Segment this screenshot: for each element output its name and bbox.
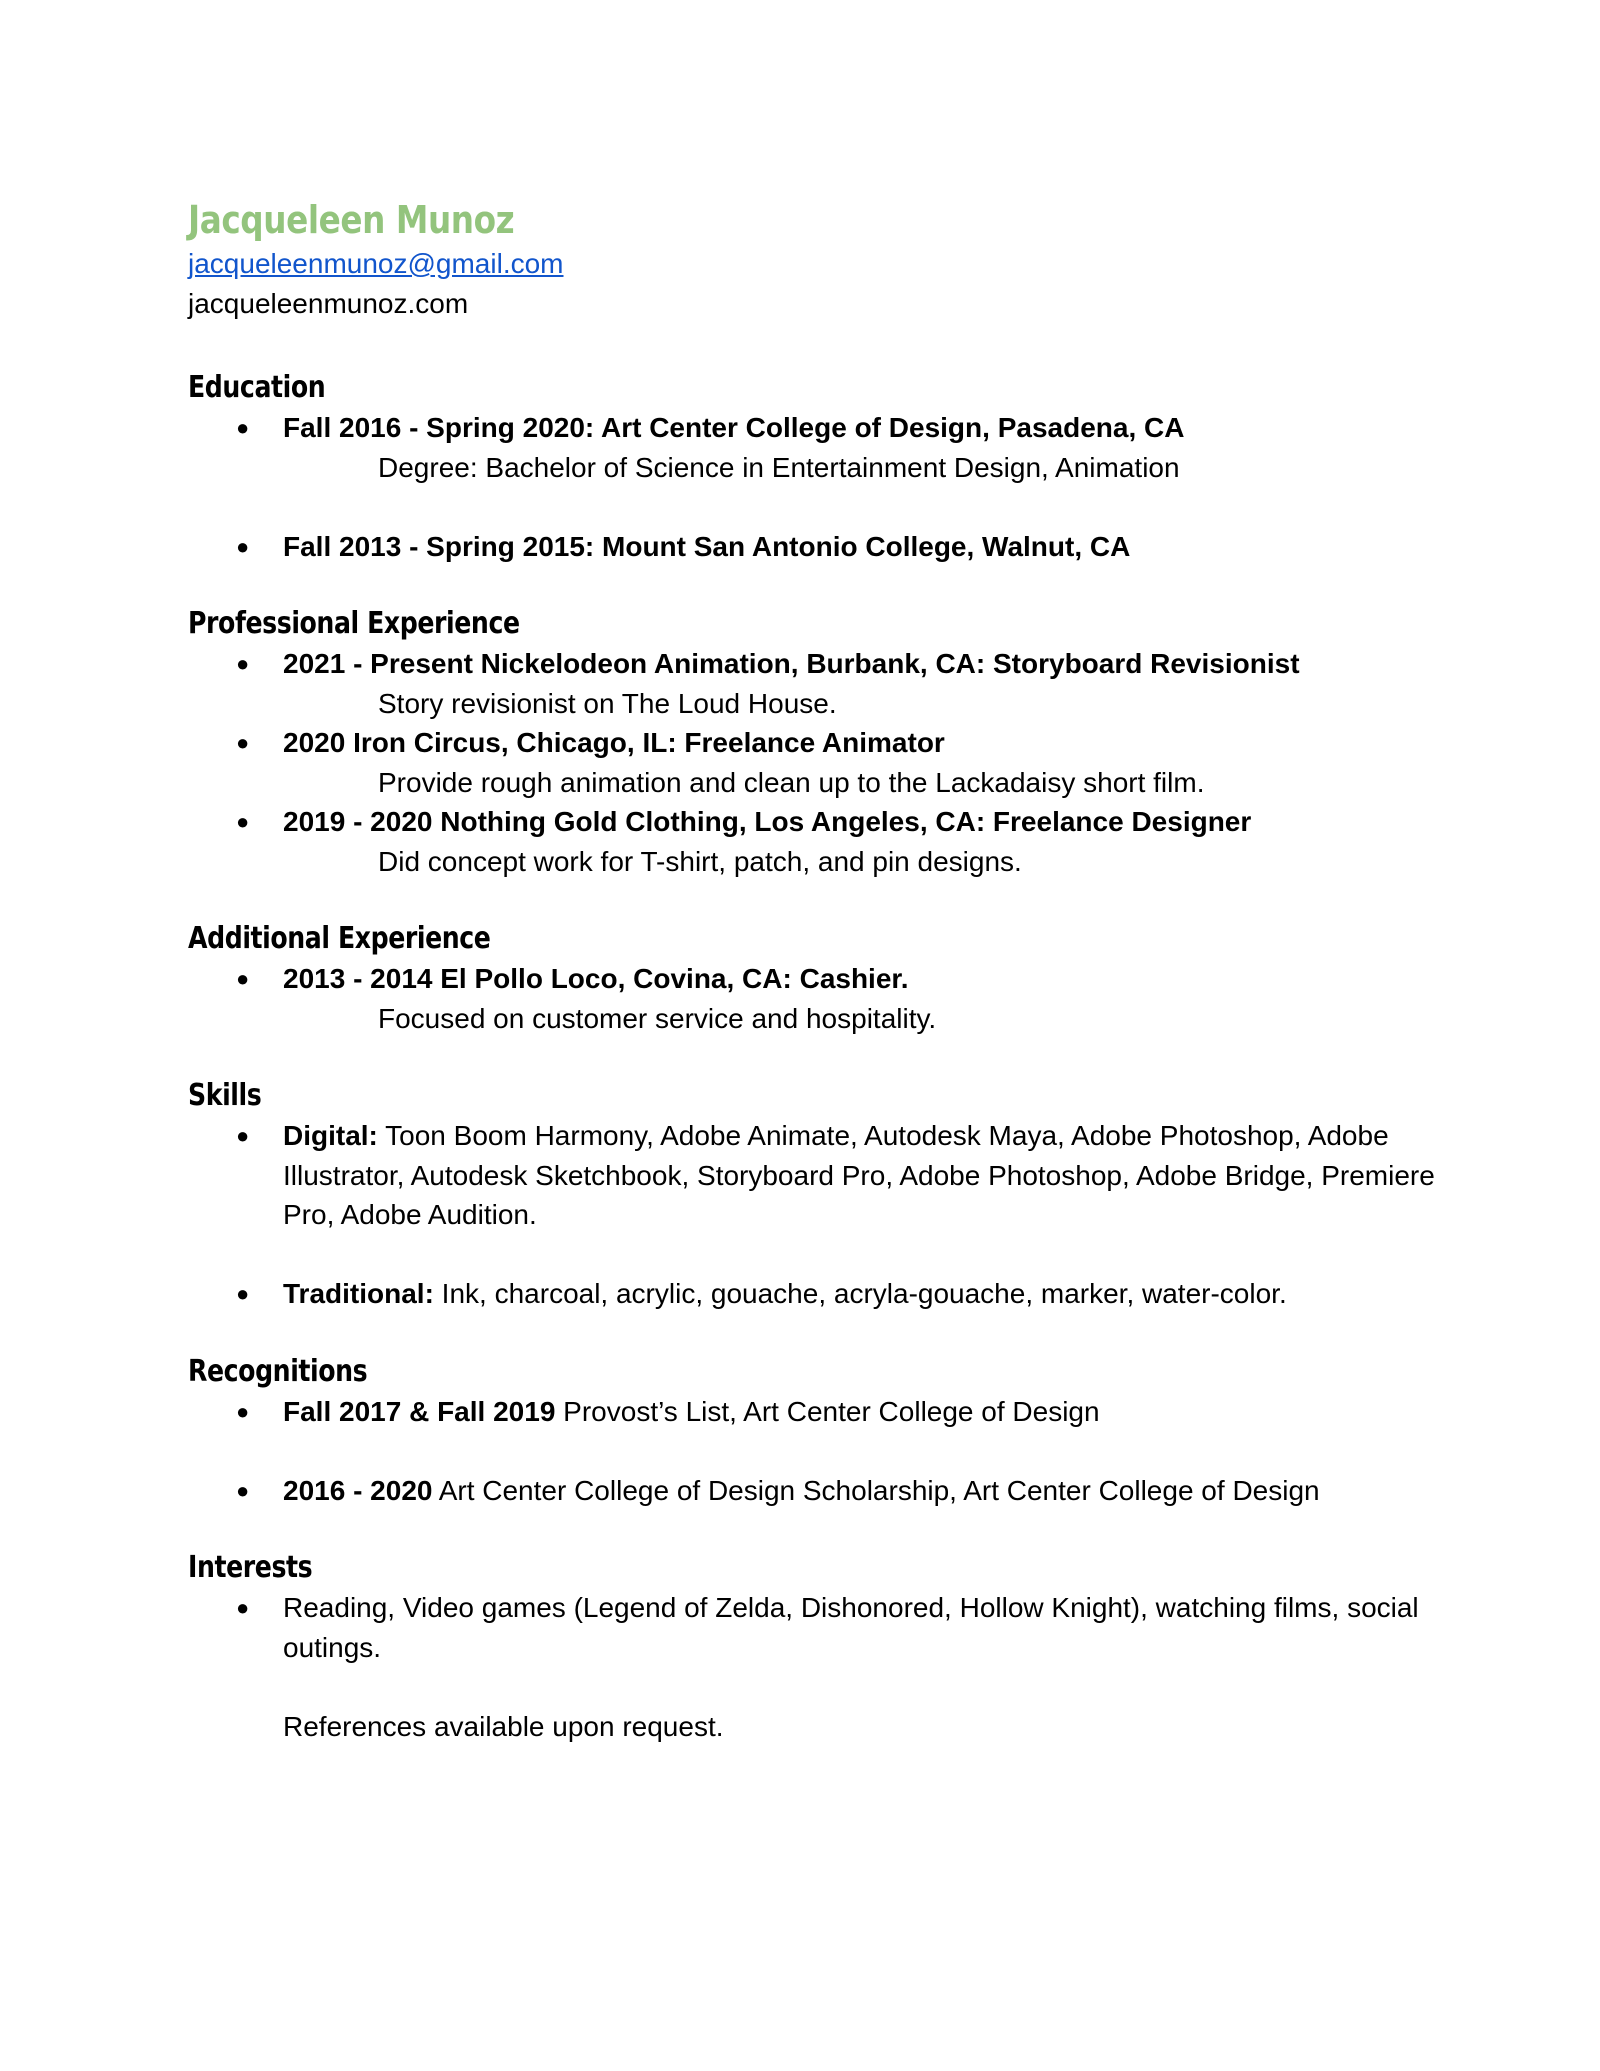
list-item [188,1588,1448,1667]
section-heading-interests: Interests [188,1550,313,1585]
contact-block [188,244,1448,324]
bullet-icon: ● [236,1477,250,1503]
item-title: 2020 Iron Circus, Chicago, IL: Freelance Animator [283,727,945,758]
item-detail: Story revisionist on The Loud House. [378,687,837,719]
list-item [188,1116,1448,1235]
interests-text: Reading, Video games (Legend of Zelda, Dishonored, Hollow Knight), watching films, social outings. [283,1592,1419,1663]
list-item [188,959,1448,999]
list-item [188,1274,1448,1314]
item-title: Fall 2013 - Spring 2015: Mount San Antonio College, Walnut, CA [283,530,1131,562]
bullet-icon: ● [236,1123,250,1148]
item-title: 2013 - 2014 El Pollo Loco, Covina, CA: Cashier. [283,963,909,994]
bullet-icon: ● [236,415,250,440]
item-detail: Degree: Bachelor of Science in Entertainment Design, Animation [378,451,1180,483]
item-label: Digital: [283,1120,378,1151]
item-text: Provost’s List, Art Center College of Design [555,1395,1100,1427]
item-detail: Did concept work for T-shirt, patch, and pin designs. [378,845,1022,877]
bullet-icon: ● [236,966,250,991]
section-heading-skills: Skills [188,1078,262,1113]
item-title: Fall 2016 - Spring 2020: Art Center College of Design, Pasadena, CA [283,412,1185,443]
list-item [188,527,1448,567]
references-note: References available upon request. [283,1710,724,1742]
list-item [188,408,1448,448]
list-item [188,723,1448,763]
item-label: Fall 2017 & Fall 2019 [283,1395,556,1427]
section-heading-education: Education [188,370,326,405]
resume-page [188,196,1448,1746]
item-text: Ink, charcoal, acrylic, gouache, acryla-gouache, marker, water-color. [433,1278,1287,1309]
item-text: Art Center College of Design Scholarship, Art Center College of Design [432,1474,1320,1506]
email-link[interactable]: jacqueleenmunoz@gmail.com [188,248,564,279]
item-detail: Focused on customer service and hospitality. [378,1002,937,1034]
item-text: Toon Boom Harmony, Adobe Animate, Autodesk Maya, Adobe Photoshop, Adobe Illustrator, Autodesk Sketchbook, Storyboard Pro, Adobe Photoshop, Adobe Bridge, Premiere Pro, Adobe Audition. [283,1120,1435,1230]
bullet-icon: ● [236,533,250,559]
bullet-icon: ● [236,1595,250,1620]
section-heading-additional: Additional Experience [188,921,491,956]
item-label: Traditional: [283,1278,434,1309]
item-title: 2021 - Present Nickelodeon Animation, Burbank, CA: Storyboard Revisionist [283,648,1300,679]
item-label: 2016 - 2020 [283,1474,433,1506]
bullet-icon: ● [236,1398,250,1424]
bullet-icon: ● [236,809,250,834]
bullet-icon: ● [236,730,250,755]
list-item [188,1392,1448,1432]
resume-name: Jacqueleen Munoz [188,198,515,242]
list-item [188,644,1448,684]
bullet-icon: ● [236,1281,250,1306]
list-item [188,1471,1448,1511]
section-heading-recognitions: Recognitions [188,1353,368,1389]
item-title: 2019 - 2020 Nothing Gold Clothing, Los Angeles, CA: Freelance Designer [283,806,1252,837]
list-item [188,802,1448,842]
website-text: jacqueleenmunoz.com [188,288,469,319]
item-detail: Provide rough animation and clean up to the Lackadaisy short film. [378,766,1205,798]
bullet-icon: ● [236,651,250,676]
section-heading-professional: Professional Experience [188,606,520,641]
